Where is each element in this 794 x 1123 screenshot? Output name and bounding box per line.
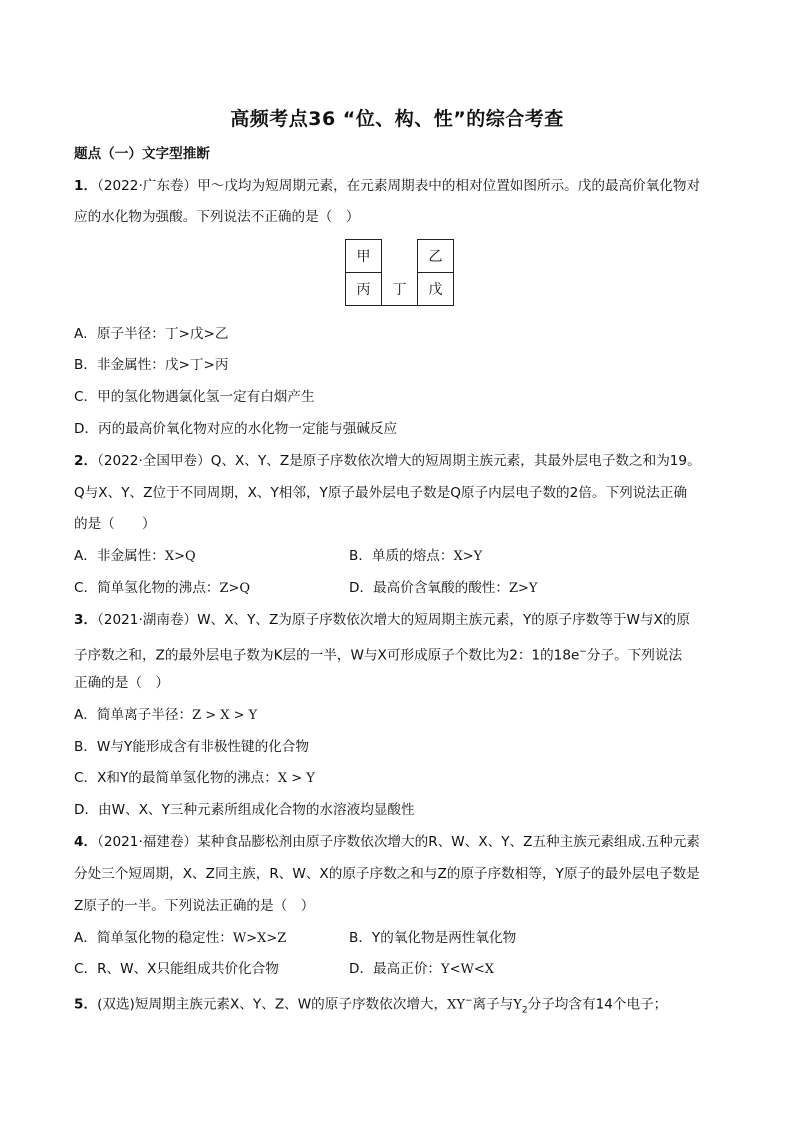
question-3-stem-line-3: 正确的是（ ） [74,675,170,691]
question-4-stem-line-1: 4．（2021·福建卷）某种食品膨松剂由原子序数依次增大的R、W、X、Y、Z五种主族元素组成.五种元素 [74,834,700,850]
question-4-option-b: B．Y的氧化物是两性氧化物 [349,930,517,946]
question-3-stem-line-1: 3．（2021·湖南卷）W、X、Y、Z为原子序数依次增大的短周期主族元素，Y的原子序数等于W与X的原 [74,612,690,628]
question-4-stem-line-3: Z原子的一半。下列说法正确的是（ ） [74,898,315,914]
question-2-stem-line-2: Q与X、Y、Z位于不同周期，X、Y相邻，Y原子最外层电子数是Q原子内层电子数的2倍。下列说法正确 [74,485,688,501]
question-3-option-c: C．X和Y的最简单氢化物的沸点：X > Y [74,770,315,786]
question-2-option-a: A．非金属性：X>Q [74,548,196,564]
question-5-stem-line-1: 5．(双选)短周期主族元素X、Y、Z、W的原子序数依次增大，XY−离子与$Y_2$分子均含有14个电子； [74,996,668,1016]
question-3-option-d: D．由W、X、Y三种元素所组成化合物的水溶液均显酸性 [74,802,415,818]
question-2-stem-line-3: 的是（ ） [74,516,156,532]
question-2-stem-line-1: 2．（2022·全国甲卷）Q、X、Y、Z是原子序数依次增大的短周期主族元素，其最外层电子数之和为19。 [74,453,701,469]
question-1-option-b: B．非金属性：戊>丁>丙 [74,357,229,373]
question-2-option-c: C．简单氢化物的沸点：Z>Q [74,580,251,596]
cell-empty [382,240,418,273]
cell-ding: 丁 [382,273,418,306]
question-1-stem-line-1: 1．（2022·广东卷）甲～戊均为短周期元素，在元素周期表中的相对位置如图所示。戊的最高价氧化物对 [74,178,701,194]
question-1-option-d: D．丙的最高价氧化物对应的水化物一定能与强碱反应 [74,421,398,437]
cell-wu: 戊 [418,273,454,306]
question-1-stem-line-2: 应的水化物为强酸。下列说法不正确的是（ ） [74,209,360,225]
periodic-position-table [345,239,454,306]
question-3-option-b: B．W与Y能形成含有非极性键的化合物 [74,739,309,755]
cell-bing: 丙 [346,273,382,306]
question-4-stem-line-2: 分处三个短周期，X、Z同主族，R、W、X的原子序数之和与Z的原子序数相等，Y原子的最外层电子数是 [74,866,700,882]
question-4-option-d: D．最高正价：Y<W<X [349,961,495,977]
question-4-option-a: A．简单氢化物的稳定性：W>X>Z [74,930,287,946]
question-4-option-c: C．R、W、X只能组成共价化合物 [74,961,279,977]
question-3-stem-line-2: 子序数之和，Z的最外层电子数为K层的一半，W与X可形成原子个数比为2：1的18e−分子。下列说法 [74,647,683,664]
question-2-option-d: D．最高价含氧酸的酸性：Z>Y [349,580,538,596]
section-heading: 题点（一）文字型推断 [74,146,210,162]
question-2-option-b: B．单质的熔点：X>Y [349,548,483,564]
cell-yi: 乙 [418,240,454,273]
question-3-option-a: A．简单离子半径：Z > X > Y [74,707,258,723]
question-1-option-a: A．原子半径：丁>戊>乙 [74,326,229,342]
page-title: 高频考点36 “位、构、性”的综合考查 [230,108,564,130]
question-1-option-c: C．甲的氢化物遇氯化氢一定有白烟产生 [74,389,315,405]
cell-jia: 甲 [346,240,382,273]
